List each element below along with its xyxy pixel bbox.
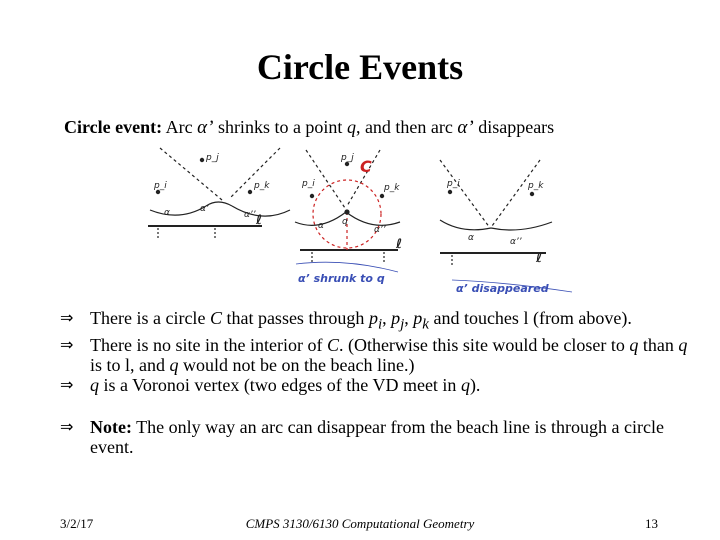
caption-underline: [296, 262, 398, 272]
label-pi-3: p_i: [447, 179, 460, 189]
intro-text-4: disappears: [473, 117, 555, 137]
note-text: The only way an arc can disappear from the beach line is through a circle event.: [90, 416, 664, 457]
footer-page-number: 13: [645, 516, 658, 531]
implies-arrow-icon: ⇒: [60, 308, 74, 327]
intro-text-1: Arc: [162, 117, 198, 137]
label-line-3: ℓ: [536, 251, 543, 266]
bullet-voronoi-vertex: [60, 375, 700, 395]
symbol-c: C: [326, 334, 339, 355]
label-alpha-dprime-3: α’’: [510, 237, 522, 247]
text: and touches: [428, 308, 524, 328]
symbol-q: q: [678, 334, 688, 355]
symbol-l: l: [523, 308, 529, 328]
intro-text-3: , and then arc: [355, 117, 458, 137]
subscript-k: k: [422, 316, 429, 333]
circle-event-point: [345, 210, 349, 214]
label-alpha-dprime-2: α’’: [374, 225, 386, 235]
site-point: [448, 190, 451, 193]
label-circle-c: C: [360, 157, 372, 176]
beach-arc: [206, 202, 232, 206]
label-pk-3: p_k: [528, 181, 544, 191]
label-alpha-1: α: [164, 208, 170, 218]
beach-arc: [491, 222, 552, 230]
text: (from above).: [528, 308, 632, 328]
site-point: [248, 190, 251, 193]
label-line-2: ℓ: [396, 237, 403, 252]
beach-arc: [150, 206, 206, 215]
label-alpha-3: α: [468, 233, 474, 243]
footer-date: 3/2/17: [60, 516, 94, 531]
symbol-p: p: [413, 308, 423, 328]
note-label: Note:: [90, 416, 132, 437]
label-pi-1: p_i: [154, 181, 167, 191]
subscript-i: i: [377, 316, 383, 333]
bullet-note: [60, 417, 700, 457]
slide-title: Circle Events: [256, 47, 464, 87]
symbol-q: q: [169, 354, 179, 375]
bullet-no-site-inside: [60, 335, 700, 375]
symbol-p: p: [368, 308, 378, 328]
label-pi-2: p_i: [302, 179, 315, 189]
label-q: q: [342, 217, 348, 227]
beach-arc: [346, 212, 400, 225]
implies-arrow-icon: ⇒: [60, 416, 74, 436]
point-q: q: [346, 117, 356, 137]
symbol-c: C: [209, 308, 222, 328]
text: is a Voronoi vertex (two edges of the VD meet in: [99, 374, 461, 395]
site-point: [200, 158, 203, 161]
label-alpha-dprime-1: α’’: [244, 210, 256, 220]
symbol-q: q: [90, 374, 99, 395]
text: There is a circle: [90, 308, 210, 328]
text: ,: [382, 308, 392, 328]
sketch-panel-1: [148, 148, 290, 238]
text: would not be on the beach line.): [178, 354, 415, 375]
text: . (Otherwise this site would be closer to: [338, 334, 630, 355]
caption-shrunk: α’ shrunk to q: [298, 272, 385, 285]
symbol-l: l: [125, 354, 131, 375]
text: ,: [404, 308, 414, 328]
text: There is no site in the interior of: [90, 334, 327, 355]
sketch-panel-2: [295, 150, 403, 272]
text: , and: [130, 354, 170, 375]
alpha-prime-2: α’: [457, 117, 474, 138]
caption-disappeared: α’ disappeared: [456, 282, 549, 295]
text: than: [638, 334, 679, 355]
symbol-p: p: [391, 308, 401, 328]
subscript-j: j: [400, 316, 405, 333]
label-pj-1: p_j: [206, 153, 219, 163]
label-line-1: ℓ: [256, 213, 263, 228]
label-pk-1: p_k: [254, 181, 270, 191]
label-pj-2: p_j: [341, 153, 354, 163]
alpha-prime-1: α’: [197, 117, 214, 138]
label-alpha-prime-1: α’: [200, 204, 209, 214]
text: ).: [469, 374, 481, 395]
site-point: [380, 194, 383, 197]
implies-arrow-icon: ⇒: [60, 374, 74, 394]
text: is to: [90, 354, 126, 375]
bullet-circle-through-sites: [60, 308, 700, 335]
intro-text-2: shrinks to a point: [213, 117, 347, 137]
symbol-q: q: [629, 334, 639, 355]
label-pk-2: p_k: [384, 183, 400, 193]
site-point: [530, 192, 533, 195]
site-point: [310, 194, 313, 197]
text: that passes through: [221, 308, 369, 328]
implies-arrow-icon: ⇒: [60, 334, 74, 354]
beach-arc: [440, 220, 491, 230]
intro-lead: Circle event:: [64, 117, 163, 137]
bullet-list: [60, 308, 700, 457]
footer-course: CMPS 3130/6130 Computational Geometry: [245, 516, 475, 531]
bisector-line: [440, 160, 490, 228]
sketch-panel-3: [440, 160, 572, 292]
label-alpha-2: α: [318, 221, 324, 231]
symbol-q: q: [460, 374, 470, 395]
